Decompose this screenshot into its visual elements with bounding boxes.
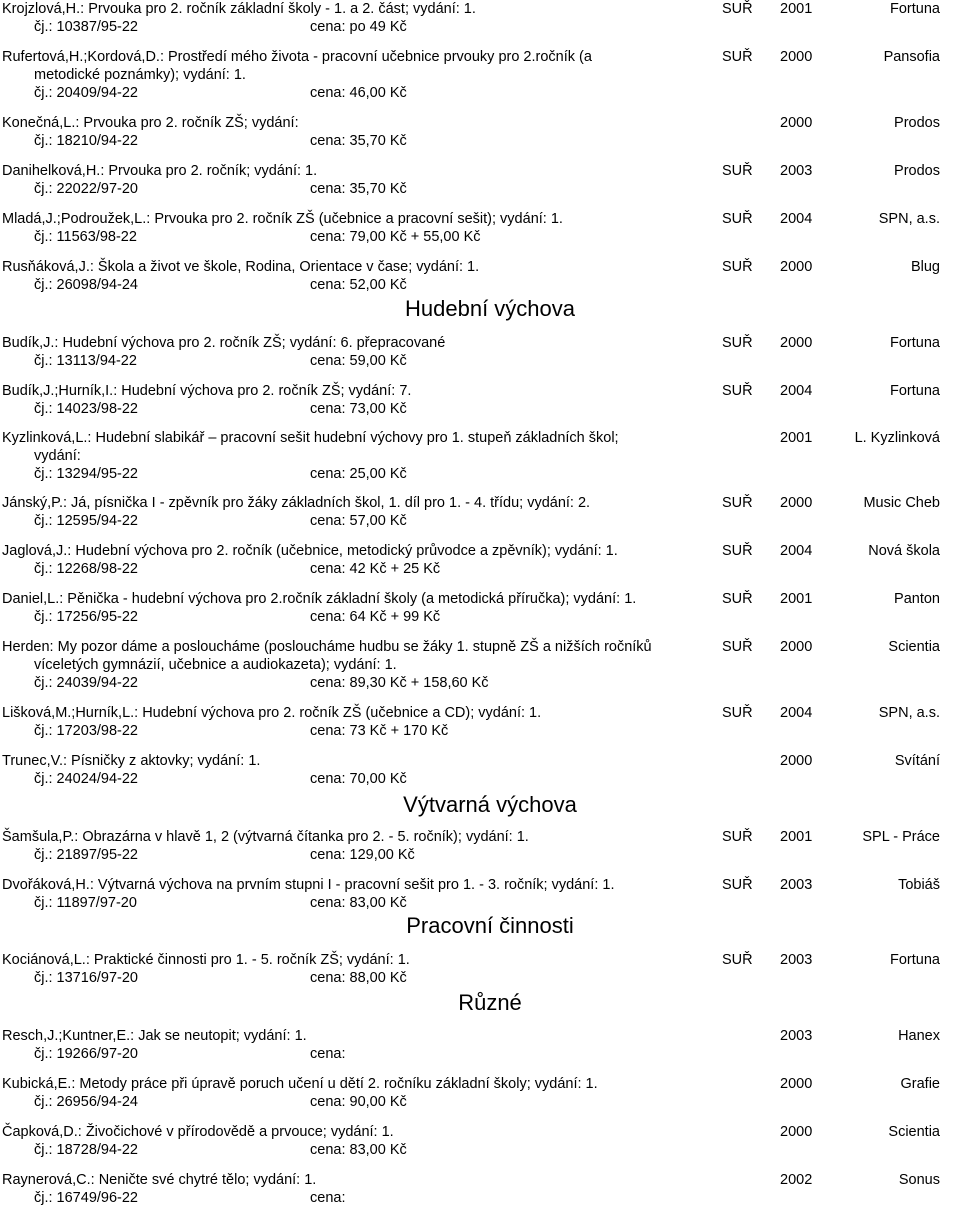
book-entry (0, 951, 960, 986)
entry-price: cena: 89,30 Kč + 158,60 Kč (310, 675, 489, 691)
entry-price: cena: 70,00 Kč (310, 771, 407, 787)
entry-year: 2003 (780, 877, 813, 893)
entry-price: cena: 90,00 Kč (310, 1094, 407, 1110)
entry-approval: SUŘ (722, 639, 753, 655)
entry-year: 2002 (780, 1172, 813, 1188)
entry-reference-number: čj.: 17203/98-22 (34, 723, 138, 739)
entry-publisher: Panton (894, 591, 940, 607)
entry-approval: SUŘ (722, 259, 753, 275)
entry-title: Danihelková,H.: Prvouka pro 2. ročník; vydání: 1. (2, 163, 318, 179)
entry-title: Jaglová,J.: Hudební výchova pro 2. ročník (učebnice, metodický průvodce a zpěvník); vydání: 1. (2, 543, 618, 559)
entry-publisher: Fortuna (890, 335, 940, 351)
entry-publisher: Hanex (898, 1028, 940, 1044)
entry-title: Dvořáková,H.: Výtvarná výchova na prvním stupni I - pracovní sešit pro 1. - 3. ročník; vydání: 1. (2, 877, 615, 893)
entry-year: 2001 (780, 1, 813, 17)
entry-title: Jánský,P.: Já, písnička I - zpěvník pro žáky základních škol, 1. díl pro 1. - 4. třídu; vydání: 2. (2, 495, 591, 511)
entry-title: Čapková,D.: Živočichové v přírodovědě a prvouce; vydání: 1. (2, 1124, 394, 1140)
entry-title: Rusňáková,J.: Škola a život ve škole, Rodina, Orientace v čase; vydání: 1. (2, 259, 480, 275)
entry-reference-number: čj.: 10387/95-22 (34, 19, 138, 35)
entry-publisher: Svítání (894, 753, 940, 769)
entry-reference-number: čj.: 13294/95-22 (34, 466, 138, 482)
book-entry (0, 494, 960, 529)
entry-reference-number: čj.: 20409/94-22 (34, 85, 138, 101)
book-entry (0, 382, 960, 417)
entry-publisher: Blug (910, 259, 940, 275)
entry-price: cena: 83,00 Kč (310, 895, 407, 911)
entry-reference-number: čj.: 13716/97-20 (34, 970, 138, 986)
book-entry (0, 1171, 960, 1206)
entry-title: Herden: My pozor dáme a posloucháme (posloucháme hudbu se žáky 1. stupně ZŠ a nižších ročníků (2, 639, 652, 655)
entry-price: cena: po 49 Kč (310, 19, 407, 35)
entry-publisher: Fortuna (890, 1, 940, 17)
book-entry (0, 1027, 960, 1062)
entry-reference-number: čj.: 16749/96-22 (34, 1190, 138, 1206)
entry-publisher: Fortuna (890, 383, 940, 399)
book-entry (0, 1075, 960, 1110)
book-entry (0, 542, 960, 577)
entry-reference-number: čj.: 17256/95-22 (34, 609, 138, 625)
entry-publisher: SPN, a.s. (878, 211, 940, 227)
entry-reference-number: čj.: 11897/97-20 (34, 895, 137, 911)
entry-year: 2000 (780, 1076, 813, 1092)
book-entry (0, 752, 960, 787)
entry-price: cena: 129,00 Kč (310, 847, 415, 863)
book-entry (0, 210, 960, 245)
entry-reference-number: čj.: 19266/97-20 (34, 1046, 138, 1062)
entry-reference-number: čj.: 12595/94-22 (34, 513, 138, 529)
entry-publisher: Nová škola (868, 543, 940, 559)
book-entry (0, 590, 960, 625)
entry-year: 2003 (780, 952, 813, 968)
entry-price: cena: 73 Kč + 170 Kč (310, 723, 449, 739)
entry-year: 2004 (780, 705, 813, 721)
book-entry (0, 0, 960, 35)
entry-publisher: SPL - Práce (862, 829, 940, 845)
entry-title: Daniel,L.: Pěnička - hudební výchova pro 2.ročník základní školy (a metodická příručka); vydání: 1. (2, 591, 637, 607)
entry-approval: SUŘ (722, 952, 753, 968)
entry-price: cena: 35,70 Kč (310, 133, 407, 149)
book-entry (0, 429, 960, 482)
section-heading: Pracovní činnosti (406, 913, 574, 938)
entry-title: Raynerová,C.: Neničte své chytré tělo; vydání: 1. (2, 1172, 317, 1188)
book-entry (0, 334, 960, 369)
entry-title: Budík,J.: Hudební výchova pro 2. ročník ZŠ; vydání: 6. přepracované (2, 335, 446, 351)
entry-title: Šamšula,P.: Obrazárna v hlavě 1, 2 (výtvarná čítanka pro 2. - 5. ročník); vydání: 1. (2, 829, 529, 845)
entry-year: 2001 (780, 829, 813, 845)
book-entry (0, 114, 960, 149)
entry-price: cena: 73,00 Kč (310, 401, 407, 417)
book-entry (0, 876, 960, 911)
book-entry (0, 1123, 960, 1158)
section-heading: Výtvarná výchova (403, 792, 577, 817)
entry-price: cena: 35,70 Kč (310, 181, 407, 197)
entry-approval: SUŘ (722, 163, 753, 179)
entry-publisher: Prodos (894, 163, 940, 179)
entry-year: 2004 (780, 211, 813, 227)
entry-title-continued: vydání: (34, 448, 81, 464)
entry-approval: SUŘ (722, 591, 753, 607)
entry-publisher: Tobiáš (898, 877, 940, 893)
entry-approval: SUŘ (722, 877, 753, 893)
entry-year: 2003 (780, 163, 813, 179)
entry-price: cena: 57,00 Kč (310, 513, 407, 529)
entry-publisher: Music Cheb (863, 495, 940, 511)
entry-reference-number: čj.: 11563/98-22 (34, 229, 137, 245)
entry-reference-number: čj.: 13113/94-22 (34, 353, 137, 369)
entry-price: cena: 64 Kč + 99 Kč (310, 609, 441, 625)
entry-reference-number: čj.: 24024/94-22 (34, 771, 138, 787)
entry-title: Resch,J.;Kuntner,E.: Jak se neutopit; vydání: 1. (2, 1028, 307, 1044)
entry-year: 2001 (780, 430, 813, 446)
entry-title: Kubická,E.: Metody práce při úpravě poruch učení u dětí 2. ročníku základní školy; vydání: 1. (2, 1076, 598, 1092)
entry-year: 2001 (780, 591, 813, 607)
entry-publisher: SPN, a.s. (878, 705, 940, 721)
entry-title: Mladá,J.;Podroužek,L.: Prvouka pro 2. ročník ZŠ (učebnice a pracovní sešit); vydání: 1. (2, 211, 563, 227)
entry-approval: SUŘ (722, 335, 753, 351)
book-entry (0, 638, 960, 691)
entry-title: Krojzlová,H.: Prvouka pro 2. ročník základní školy - 1. a 2. část; vydání: 1. (2, 1, 476, 17)
entry-title: Lišková,M.;Hurník,L.: Hudební výchova pro 2. ročník ZŠ (učebnice a CD); vydání: 1. (2, 705, 542, 721)
book-entry (0, 48, 960, 101)
entry-title: Trunec,V.: Písničky z aktovky; vydání: 1. (2, 753, 261, 769)
entry-price: cena: (310, 1046, 346, 1062)
entry-approval: SUŘ (722, 1, 753, 17)
entry-title: Kyzlinková,L.: Hudební slabikář – pracovní sešit hudební výchovy pro 1. stupeň základních škol; (2, 430, 619, 446)
entry-year: 2000 (780, 259, 813, 275)
entry-price: cena: 83,00 Kč (310, 1142, 407, 1158)
entry-approval: SUŘ (722, 543, 753, 559)
entry-year: 2000 (780, 49, 813, 65)
entry-year: 2004 (780, 383, 813, 399)
entry-publisher: Prodos (894, 115, 940, 131)
entry-publisher: Fortuna (890, 952, 940, 968)
entry-approval: SUŘ (722, 495, 753, 511)
entry-publisher: Scientia (888, 639, 940, 655)
entry-price: cena: 79,00 Kč + 55,00 Kč (310, 229, 481, 245)
entry-title: Konečná,L.: Prvouka pro 2. ročník ZŠ; vydání: (2, 115, 299, 131)
entry-price: cena: 59,00 Kč (310, 353, 407, 369)
entry-price: cena: 25,00 Kč (310, 466, 407, 482)
entry-title: Rufertová,H.;Kordová,D.: Prostředí mého života - pracovní učebnice prvouky pro 2.ročník (a (2, 49, 592, 65)
book-entry (0, 162, 960, 197)
entry-approval: SUŘ (722, 211, 753, 227)
entry-year: 2000 (780, 639, 813, 655)
entry-publisher: Pansofia (883, 49, 940, 65)
entry-year: 2000 (780, 753, 813, 769)
entry-year: 2004 (780, 543, 813, 559)
section-heading: Hudební výchova (405, 296, 575, 321)
entry-publisher: Scientia (888, 1124, 940, 1140)
entry-title-continued: metodické poznámky); vydání: 1. (34, 67, 246, 83)
section-heading: Různé (458, 990, 522, 1015)
entry-reference-number: čj.: 14023/98-22 (34, 401, 138, 417)
entry-price: cena: 46,00 Kč (310, 85, 407, 101)
entry-reference-number: čj.: 12268/98-22 (34, 561, 138, 577)
entry-title: Kociánová,L.: Praktické činnosti pro 1. - 5. ročník ZŠ; vydání: 1. (2, 952, 410, 968)
entry-publisher: Grafie (900, 1076, 940, 1092)
entry-title: Budík,J.;Hurník,I.: Hudební výchova pro 2. ročník ZŠ; vydání: 7. (2, 383, 412, 399)
book-entry (0, 258, 960, 293)
entry-publisher: Sonus (898, 1172, 940, 1188)
entry-price: cena: (310, 1190, 346, 1206)
entry-reference-number: čj.: 22022/97-20 (34, 181, 138, 197)
entry-year: 2000 (780, 115, 813, 131)
entry-price: cena: 88,00 Kč (310, 970, 407, 986)
entry-year: 2000 (780, 335, 813, 351)
entry-year: 2003 (780, 1028, 813, 1044)
entry-price: cena: 52,00 Kč (310, 277, 407, 293)
book-entry (0, 704, 960, 739)
entry-year: 2000 (780, 1124, 813, 1140)
entry-approval: SUŘ (722, 383, 753, 399)
entry-publisher: L. Kyzlinková (854, 430, 940, 446)
entry-reference-number: čj.: 21897/95-22 (34, 847, 138, 863)
entry-approval: SUŘ (722, 829, 753, 845)
entry-approval: SUŘ (722, 49, 753, 65)
entry-reference-number: čj.: 18728/94-22 (34, 1142, 138, 1158)
entry-reference-number: čj.: 26098/94-24 (34, 277, 138, 293)
entry-price: cena: 42 Kč + 25 Kč (310, 561, 441, 577)
entry-approval: SUŘ (722, 705, 753, 721)
entry-reference-number: čj.: 18210/94-22 (34, 133, 138, 149)
entry-year: 2000 (780, 495, 813, 511)
entry-reference-number: čj.: 24039/94-22 (34, 675, 138, 691)
book-entry (0, 828, 960, 863)
entry-title-continued: víceletých gymnázií, učebnice a audiokazeta); vydání: 1. (34, 657, 397, 673)
entry-reference-number: čj.: 26956/94-24 (34, 1094, 138, 1110)
